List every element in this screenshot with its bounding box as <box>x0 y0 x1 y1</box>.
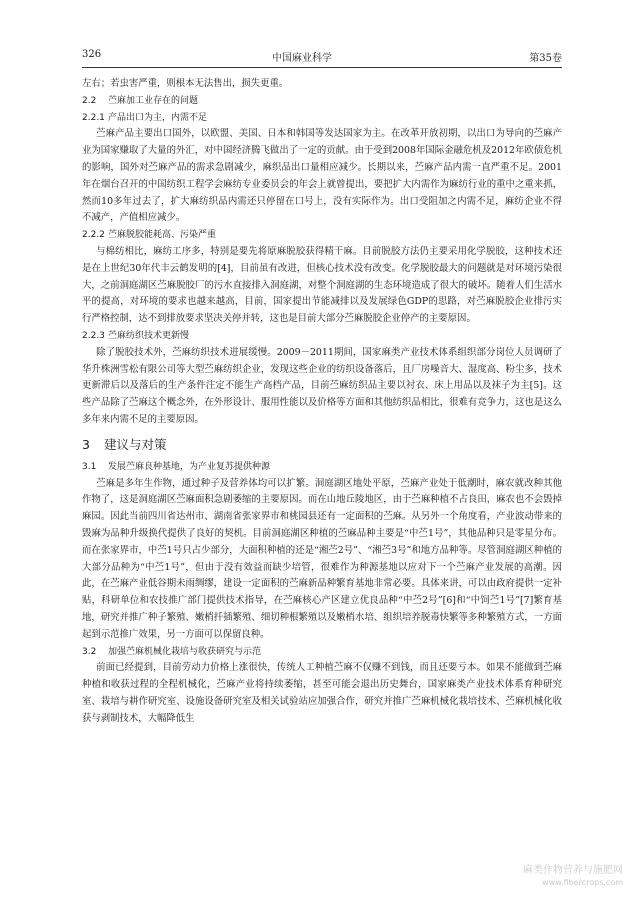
volume-label: 第35卷 <box>529 53 562 64</box>
heading-text: 苎麻加工业存在的问题 <box>108 95 199 106</box>
heading-number: 2.2 <box>82 95 97 106</box>
paragraph: 苎麻是多年生作物，通过种子及营养体均可以扩繁。洞庭湖区地处平原，苎麻产业处于低潮时，麻农就改种其他作物了，这是洞庭湖区苎麻面积急剧萎缩的主要原因。而在山地丘陵地区，由于苎麻种植不占良田，麻农也不会毁掉麻园。因此当前四川省达州市、湖南省张家界市和桃园县还有一定面积的苎麻。从另外一个角度看，产业波动带来的毁麻为品种升级换代提供了良好的契机。目前洞庭湖区种植的苎麻品种主要是“中苎1号”，其他品种只是零星分布。而在张家界市，中苎1号只占少部分，大面积种植的还是“湘苎2号”、“湘苎3号”和地方品种等。尽管洞庭湖区种植的大部分品种为“中苎1号”，但由于没有效益而缺少培管，很难作为种源基地以应对下一个苎麻产业发展的高潮。因此，在苎麻产业低谷期未雨绸缪，建设一定面积的苎麻新品种繁育基地非常必要。具体来讲，可以由政府提供一定补贴，科研单位和农技推广部门提供技术指导，在苎麻核心产区建立优良品种“中苎2号”[6]和“中饲苎1号”[7]繁育基地，研究并推广种子繁殖、嫩梢扦插繁殖、细切种根繁殖以及嫩梢水培、组织培养脱毒快繁等多种繁殖方式，一方面起到示范推广效果，另一方面可以保留良种。 <box>82 477 562 640</box>
running-header <box>82 45 562 63</box>
heading-text: 加强苎麻机械化栽培与收获研究与示范 <box>108 646 262 657</box>
subsection-heading <box>82 328 562 345</box>
heading-text: 产品出口为主，内需不足 <box>108 112 208 123</box>
heading-text: 苎麻纺织技术更新慢 <box>108 330 190 341</box>
subsection-heading <box>82 644 562 661</box>
heading-number: 2.2.1 <box>82 112 105 123</box>
watermark-url: www.fibercrops.com <box>542 878 623 887</box>
heading-text: 发展苎麻良种基地，为产业复苏提供种源 <box>108 461 271 472</box>
site-watermark <box>523 865 623 889</box>
paragraph: 左右；若虫害严重，则根本无法售出，损失更重。 <box>82 78 289 89</box>
subsection-heading <box>82 459 562 476</box>
paragraph: 前面已经提到，目前劳动力价格上涨很快，传统人工种植苎麻不仅赚不到钱，而且还要亏本。如果不能做到苎麻种植和收获过程的全程机械化，苎麻产业将持续萎缩，甚至可能会退出历史舞台，国家麻类产业技术体系育种研究室、栽培与耕作研究室、设施设备研究室及相关试验站应加强合作，研究并推广苎麻机械化栽培技术、苎麻机械化收获与剥制技术，大幅降低生 <box>82 662 562 724</box>
heading-number: 3.1 <box>82 461 97 472</box>
heading-number: 3 <box>82 436 90 452</box>
heading-number: 3.2 <box>82 646 97 657</box>
section-heading <box>82 435 562 455</box>
subsection-heading <box>82 93 562 110</box>
paragraph: 与棉纺相比，麻纺工序多，特别是要先将原麻脱胶获得精干麻。目前脱胶方法仍主要采用化学脱胶，这种技术还是在上世纪30年代丰云鹤发明的[4]，目前虽有改进，但核心技术没有改变。化学脱胶最大的问题就是对环境污染很大，之前洞庭湖区苎麻脱胶厂的污水直接排入洞庭湖，对整个洞庭湖的生态环境造成了很大的破坏。随着人们生活水平的提高，对环境的要求也越来越高，目前，国家提出节能减排以及发展绿色GDP的思路，对苎麻脱胶企业排污实行严格控制，达不到排放要求坚决关停并转，这也是目前大部分苎麻脱胶企业停产的主要原因。 <box>82 245 562 325</box>
heading-number: 2.2.3 <box>82 330 105 341</box>
page-number: 326 <box>82 49 102 60</box>
watermark-name: 麻类作物营养与施肥网 <box>523 865 623 876</box>
paragraph: 除了脱胶技术外，苎麻纺织技术进展缓慢。2009－2011期间，国家麻类产业技术体系组织部分岗位人员调研了华升株洲雪松有限公司等大型苎麻纺织企业，发现这些企业的纺织设备落后，且厂房噪音大、湿度高、粉尘多，技术更新滞后以及落后的生产条件注定不能生产高档产品，目前苎麻纺织品主要以衬衣、床上用品以及袜子为主[5]。这些产品除了苎麻这个概念外，在外形设计、服用性能以及价格等方面和其他纺织品相比，很难有竞争力，这也是这么多年来内需不足的主要原因。 <box>82 346 562 425</box>
header-rule <box>82 67 562 68</box>
subsection-heading <box>82 227 562 244</box>
heading-text: 建议与对策 <box>104 436 167 452</box>
article-body <box>82 76 562 727</box>
journal-title: 中国麻业科学 <box>272 53 332 64</box>
subsection-heading <box>82 110 562 127</box>
paragraph: 苎麻产品主要出口国外，以欧盟、美国、日本和韩国等发达国家为主。在改革开放初期，以出口为导向的苎麻产业为国家赚取了大量的外汇，对中国经济腾飞做出了一定的贡献。由于受到2008年国际金融危机及2012年欧债危机的影响，国外对苎麻产品的需求急剧减少，麻织品出口量相应减少。长期以来，苎麻产品内需一直严重不足。2001年在烟台召开的中国纺织工程学会麻纺专业委员会的年会上就曾提出，要把扩大内需作为麻纺行业的重中之重来抓，然而10多年过去了，扩大麻纺织品内需还只停留在口号上，没有实际作为。出口受阻加之内需不足，麻纺企业不得不减产，产值相应减少。 <box>82 128 562 224</box>
heading-text: 苎麻脱胶能耗高、污染严重 <box>108 230 217 241</box>
heading-number: 2.2.2 <box>82 230 105 241</box>
